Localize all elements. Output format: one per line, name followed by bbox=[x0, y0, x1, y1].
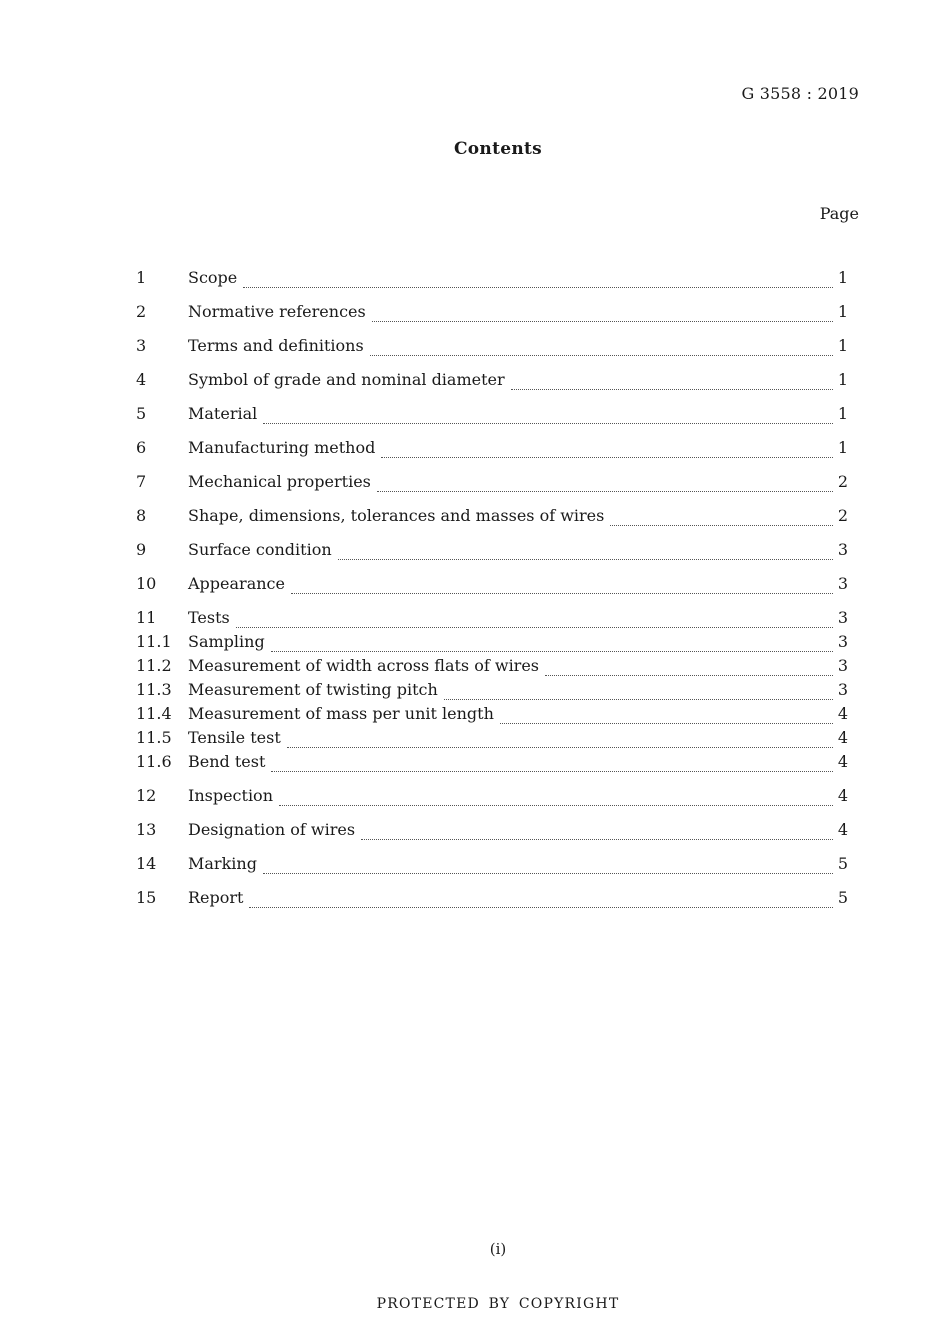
toc-entry[interactable] bbox=[136, 606, 848, 630]
dot-leader bbox=[271, 639, 833, 652]
toc-entry[interactable] bbox=[136, 538, 848, 562]
dot-leader bbox=[271, 759, 832, 772]
toc-entry-number: 11.1 bbox=[136, 632, 172, 651]
toc-entry-page: 1 bbox=[837, 404, 848, 423]
dot-leader bbox=[370, 343, 833, 356]
toc-entry-title: Mechanical properties bbox=[188, 472, 371, 491]
toc-entry[interactable] bbox=[136, 702, 848, 726]
toc-entry-number: 11.5 bbox=[136, 728, 172, 747]
toc-entry[interactable] bbox=[136, 436, 848, 460]
toc-entry-number: 5 bbox=[136, 404, 147, 423]
toc-entry[interactable] bbox=[136, 678, 848, 702]
toc-entry-page: 1 bbox=[837, 438, 848, 457]
dot-leader bbox=[511, 377, 833, 390]
toc-entry-title: Scope bbox=[188, 268, 238, 287]
toc-entry[interactable] bbox=[136, 334, 848, 358]
toc-entry-number: 11.3 bbox=[136, 680, 172, 699]
toc-entry[interactable] bbox=[136, 470, 848, 494]
toc-entry-number: 12 bbox=[136, 786, 157, 805]
dot-leader bbox=[610, 513, 832, 526]
toc-entry-page: 3 bbox=[837, 656, 848, 675]
toc-entry-number: 9 bbox=[136, 540, 147, 559]
toc-entry-title: Shape, dimensions, tolerances and masses of wires bbox=[188, 506, 605, 525]
dot-leader bbox=[361, 827, 833, 840]
toc-entry-title: Marking bbox=[188, 854, 257, 873]
toc-entry[interactable] bbox=[136, 368, 848, 392]
toc-entry[interactable] bbox=[136, 654, 848, 678]
toc-entry-page: 3 bbox=[837, 632, 848, 651]
toc-entry-page: 3 bbox=[837, 574, 848, 593]
dot-leader bbox=[377, 479, 833, 492]
toc-entry-title: Material bbox=[188, 404, 258, 423]
toc-entry-number: 4 bbox=[136, 370, 147, 389]
toc-entry-page: 3 bbox=[837, 540, 848, 559]
toc-entry-number: 14 bbox=[136, 854, 157, 873]
page-column-label: Page bbox=[819, 204, 859, 223]
dot-leader bbox=[236, 615, 833, 628]
toc-entry[interactable] bbox=[136, 300, 848, 324]
dot-leader bbox=[381, 445, 832, 458]
toc-entry-title: Symbol of grade and nominal diameter bbox=[188, 370, 505, 389]
toc-entry-page: 4 bbox=[837, 728, 848, 747]
dot-leader bbox=[249, 895, 832, 908]
toc-entry-page: 4 bbox=[837, 820, 848, 839]
toc-entry-title: Appearance bbox=[188, 574, 285, 593]
dot-leader bbox=[545, 663, 833, 676]
toc-entry-page: 1 bbox=[837, 302, 848, 321]
toc-entry[interactable] bbox=[136, 266, 848, 290]
page-title: Contents bbox=[453, 139, 543, 159]
toc-entry-page: 4 bbox=[837, 786, 848, 805]
toc-entry-number: 11.4 bbox=[136, 704, 172, 723]
dot-leader bbox=[291, 581, 833, 594]
toc-entry-number: 10 bbox=[136, 574, 157, 593]
toc-entry-number: 8 bbox=[136, 506, 147, 525]
toc-entry-title: Measurement of twisting pitch bbox=[188, 680, 438, 699]
toc-entry[interactable] bbox=[136, 504, 848, 528]
toc-entry-number: 11 bbox=[136, 608, 157, 627]
toc-entry-title: Measurement of width across flats of wires bbox=[188, 656, 540, 675]
dot-leader bbox=[287, 735, 833, 748]
toc-entry[interactable] bbox=[136, 750, 848, 774]
toc-entry-page: 2 bbox=[837, 472, 848, 491]
toc-entry-title: Bend test bbox=[188, 752, 266, 771]
toc-entry-number: 7 bbox=[136, 472, 147, 491]
copyright-notice: PROTECTED BY COPYRIGHT bbox=[376, 1296, 620, 1312]
toc-entry[interactable] bbox=[136, 886, 848, 910]
dot-leader bbox=[279, 793, 833, 806]
toc-entry-page: 4 bbox=[837, 752, 848, 771]
toc-entry-number: 2 bbox=[136, 302, 147, 321]
toc-entry[interactable] bbox=[136, 818, 848, 842]
toc-entry-title: Tests bbox=[188, 608, 230, 627]
dot-leader bbox=[338, 547, 833, 560]
toc-entry-number: 11.2 bbox=[136, 656, 172, 675]
toc-entry-number: 15 bbox=[136, 888, 157, 907]
page-folio: (i) bbox=[489, 1240, 507, 1258]
toc-entry-title: Inspection bbox=[188, 786, 273, 805]
toc-entry[interactable] bbox=[136, 726, 848, 750]
dot-leader bbox=[263, 861, 833, 874]
toc-entry-number: 11.6 bbox=[136, 752, 172, 771]
dot-leader bbox=[243, 275, 833, 288]
toc-entry-title: Report bbox=[188, 888, 244, 907]
toc-entry-page: 4 bbox=[837, 704, 848, 723]
toc-entry-page: 5 bbox=[837, 854, 848, 873]
toc-entry-title: Surface condition bbox=[188, 540, 332, 559]
toc-entry-title: Normative references bbox=[188, 302, 366, 321]
dot-leader bbox=[444, 687, 833, 700]
toc-entry-page: 3 bbox=[837, 608, 848, 627]
toc-entry-page: 5 bbox=[837, 888, 848, 907]
toc-entry-page: 1 bbox=[837, 336, 848, 355]
toc-entry-number: 1 bbox=[136, 268, 147, 287]
toc-entry-page: 2 bbox=[837, 506, 848, 525]
toc-entry-title: Measurement of mass per unit length bbox=[188, 704, 494, 723]
toc-entry-title: Manufacturing method bbox=[188, 438, 376, 457]
toc-entry[interactable] bbox=[136, 572, 848, 596]
table-of-contents bbox=[136, 266, 848, 910]
toc-entry-title: Terms and definitions bbox=[188, 336, 364, 355]
toc-entry[interactable] bbox=[136, 852, 848, 876]
toc-entry-number: 3 bbox=[136, 336, 147, 355]
toc-entry-page: 1 bbox=[837, 370, 848, 389]
dot-leader bbox=[372, 309, 833, 322]
toc-entry[interactable] bbox=[136, 630, 848, 654]
toc-entry-title: Designation of wires bbox=[188, 820, 356, 839]
dot-leader bbox=[263, 411, 833, 424]
toc-entry[interactable] bbox=[136, 402, 848, 426]
toc-entry-page: 1 bbox=[837, 268, 848, 287]
toc-entry[interactable] bbox=[136, 784, 848, 808]
toc-entry-page: 3 bbox=[837, 680, 848, 699]
document-id: G 3558 : 2019 bbox=[741, 84, 859, 103]
toc-entry-number: 6 bbox=[136, 438, 147, 457]
toc-entry-number: 13 bbox=[136, 820, 157, 839]
toc-entry-title: Tensile test bbox=[188, 728, 281, 747]
toc-entry-title: Sampling bbox=[188, 632, 265, 651]
dot-leader bbox=[500, 711, 833, 724]
